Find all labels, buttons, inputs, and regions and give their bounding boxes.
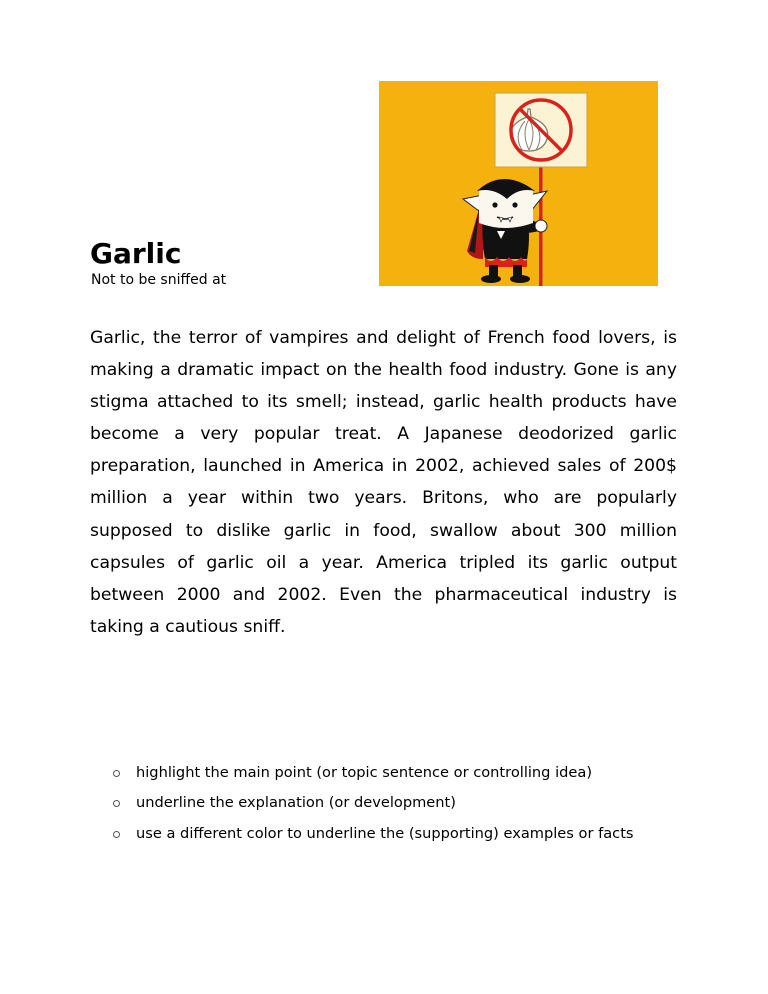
list-item xyxy=(90,821,634,851)
circle-bullet-icon xyxy=(113,770,120,777)
task-list xyxy=(90,760,634,851)
task-text: highlight the main point (or topic sentence or controlling idea) xyxy=(136,764,593,781)
task-text: underline the explanation (or development) xyxy=(136,794,456,812)
vampire-illustration xyxy=(379,81,658,286)
task-text: use a different color to underline the (supporting) examples or facts xyxy=(136,824,634,842)
circle-bullet-icon xyxy=(113,831,120,838)
circle-bullet-icon xyxy=(113,800,120,807)
article-body: Garlic, the terror of vampires and delight of French food lovers, is making a dramatic impact on the health food industry. Gone is any stigma attached to its smell; instead, garlic health products have become a very popular treat. A Japanese deodorized garlic preparation, launched in America in 2002, achieved sales of 200$ million a year within two years. Britons, who are popularly supposed to dislike garlic in food, swallow about 300 million capsules of garlic oil a year. America tripled its garlic output between 2000 and 2002. Even the pharmaceutical industry is taking a cautious sniff. xyxy=(90,328,677,637)
list-item xyxy=(90,760,634,790)
article-title: Garlic xyxy=(90,237,182,270)
vampire-no-garlic-sign-icon xyxy=(379,81,658,286)
list-item xyxy=(90,790,634,820)
article-subtitle: Not to be sniffed at xyxy=(91,272,227,288)
